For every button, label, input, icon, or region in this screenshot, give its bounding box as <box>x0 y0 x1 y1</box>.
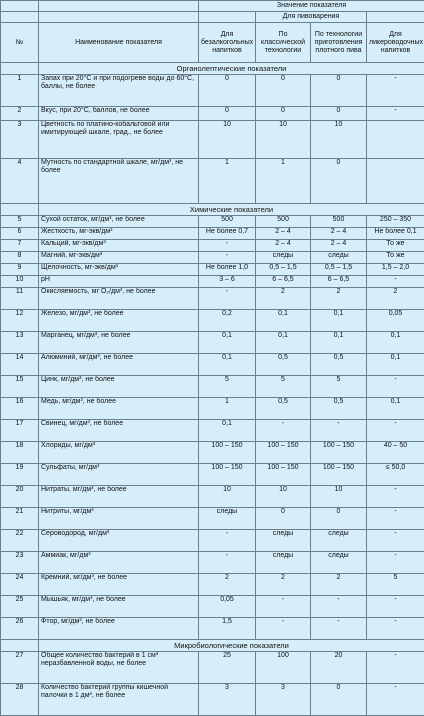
table-row <box>1 508 424 530</box>
value-classic: 0 <box>256 508 311 530</box>
value-dense: 10 <box>311 486 367 508</box>
row-name: Нитраты, мг/дм³, не более <box>39 486 199 508</box>
value-liquor: - <box>367 107 424 121</box>
row-number: 25 <box>1 596 39 618</box>
value-soft: 25 <box>199 652 256 684</box>
value-dense: следы <box>311 530 367 552</box>
value-soft: 1,5 <box>199 618 256 640</box>
value-liquor: - <box>367 652 424 684</box>
row-name: Общее количество бактерий в 1 см³ неразбавленной воды, не более <box>39 652 199 684</box>
row-name: Цветность по платино-кобальтовой или имитирующей шкале, град., не более <box>39 121 199 159</box>
value-dense: следы <box>311 252 367 264</box>
value-liquor: 40 – 50 <box>367 442 424 464</box>
row-name: Алюминий, мг/дм³, не более <box>39 354 199 376</box>
row-number: 28 <box>1 684 39 716</box>
row-number: 3 <box>1 121 39 159</box>
value-soft: 0,1 <box>199 332 256 354</box>
value-dense: 0,5 <box>311 398 367 420</box>
section-blank <box>1 204 39 216</box>
row-number: 1 <box>1 75 39 107</box>
value-dense: 0,5 – 1,5 <box>311 264 367 276</box>
value-dense: 0,5 <box>311 354 367 376</box>
value-soft: Не более 1,0 <box>199 264 256 276</box>
value-dense: 100 – 150 <box>311 442 367 464</box>
value-dense: - <box>311 420 367 442</box>
row-number: 7 <box>1 240 39 252</box>
value-dense: 100 – 150 <box>311 464 367 486</box>
table-row <box>1 107 424 121</box>
value-dense: 0 <box>311 75 367 107</box>
table-row <box>1 398 424 420</box>
row-name: Цинк, мг/дм³, не более <box>39 376 199 398</box>
value-liquor: - <box>367 486 424 508</box>
row-name: Кремний, мг/дм³, не более <box>39 574 199 596</box>
row-name: Количество бактерий группы кишечной палочки в 1 дм³, не более <box>39 684 199 716</box>
table-row <box>1 228 424 240</box>
value-soft: Не более 0,7 <box>199 228 256 240</box>
row-number: 6 <box>1 228 39 240</box>
value-classic: 0,1 <box>256 332 311 354</box>
row-number: 4 <box>1 159 39 204</box>
row-number: 13 <box>1 332 39 354</box>
value-liquor: - <box>367 420 424 442</box>
value-liquor: 0,1 <box>367 332 424 354</box>
value-classic: 2 <box>256 288 311 310</box>
row-number: 5 <box>1 216 39 228</box>
values-title: Значение показателя <box>199 1 424 12</box>
table-row <box>1 121 424 159</box>
header-blank-5 <box>199 12 256 23</box>
value-soft: 0 <box>199 75 256 107</box>
row-number: 19 <box>1 464 39 486</box>
row-name: Медь, мг/дм³, не более <box>39 398 199 420</box>
table-row <box>1 574 424 596</box>
value-soft: 3 – 6 <box>199 276 256 288</box>
table-row <box>1 264 424 276</box>
row-number: 26 <box>1 618 39 640</box>
row-name: Марганец, мг/дм³, не более <box>39 332 199 354</box>
value-dense: - <box>311 596 367 618</box>
value-dense: следы <box>311 552 367 574</box>
row-name: Окисляемость, мг О₂/дм³, не более <box>39 288 199 310</box>
value-classic: 100 – 150 <box>256 442 311 464</box>
value-classic: 0,1 <box>256 310 311 332</box>
row-name: Кальций, мг-экв/дм³ <box>39 240 199 252</box>
row-number: 24 <box>1 574 39 596</box>
table-row <box>1 288 424 310</box>
value-dense: 10 <box>311 121 367 159</box>
row-name: Запах при 20°С и при подогреве воды до 60°С, баллы, не более <box>39 75 199 107</box>
value-classic: следы <box>256 530 311 552</box>
value-classic: следы <box>256 252 311 264</box>
value-soft: 3 <box>199 684 256 716</box>
value-soft: следы <box>199 508 256 530</box>
table-row <box>1 216 424 228</box>
table-row <box>1 252 424 264</box>
table-row <box>1 159 424 204</box>
value-liquor: То же <box>367 252 424 264</box>
value-dense: 0,1 <box>311 310 367 332</box>
header-blank-2 <box>39 1 199 12</box>
value-liquor <box>367 159 424 204</box>
header-blank-1 <box>1 1 39 12</box>
value-soft: 500 <box>199 216 256 228</box>
section-title: Микробиологические показатели <box>39 640 424 652</box>
col-name-header: Наименование показателя <box>39 23 199 63</box>
col-num-header: № <box>1 23 39 63</box>
row-number: 12 <box>1 310 39 332</box>
row-number: 15 <box>1 376 39 398</box>
value-soft: - <box>199 240 256 252</box>
table-row <box>1 332 424 354</box>
row-name: Аммиак, мг/дм³ <box>39 552 199 574</box>
row-name: pH <box>39 276 199 288</box>
value-liquor: 1,5 – 2,0 <box>367 264 424 276</box>
value-liquor: То же <box>367 240 424 252</box>
value-classic: 2 – 4 <box>256 240 311 252</box>
table-row <box>1 486 424 508</box>
value-liquor: - <box>367 75 424 107</box>
value-soft: - <box>199 552 256 574</box>
value-liquor: 0,05 <box>367 310 424 332</box>
value-soft: 5 <box>199 376 256 398</box>
table-row <box>1 596 424 618</box>
value-liquor: - <box>367 376 424 398</box>
value-dense: 20 <box>311 652 367 684</box>
value-liquor: 0,1 <box>367 354 424 376</box>
value-classic: 0 <box>256 75 311 107</box>
row-number: 17 <box>1 420 39 442</box>
value-liquor: 2 <box>367 288 424 310</box>
value-liquor: Не более 0,1 <box>367 228 424 240</box>
value-classic: 0,5 <box>256 354 311 376</box>
value-soft: 10 <box>199 121 256 159</box>
row-number: 21 <box>1 508 39 530</box>
row-name: Хлориды, мг/дм³ <box>39 442 199 464</box>
row-number: 9 <box>1 264 39 276</box>
table-row <box>1 530 424 552</box>
value-dense: 5 <box>311 376 367 398</box>
row-name: Сухой остаток, мг/дм³, не более <box>39 216 199 228</box>
col-dense-header: По технологии приготовления плотного пива <box>311 23 367 63</box>
value-dense: 2 <box>311 288 367 310</box>
value-classic: - <box>256 420 311 442</box>
brewing-title: Для пивоварения <box>256 12 367 23</box>
value-classic: 0,5 – 1,5 <box>256 264 311 276</box>
table-row <box>1 442 424 464</box>
row-name: Сульфаты, мг/дм³ <box>39 464 199 486</box>
row-name: Свинец, мг/дм³, не более <box>39 420 199 442</box>
value-dense: 6 – 6,5 <box>311 276 367 288</box>
row-number: 16 <box>1 398 39 420</box>
row-number: 22 <box>1 530 39 552</box>
value-classic: - <box>256 596 311 618</box>
value-soft: 100 – 150 <box>199 464 256 486</box>
value-soft: - <box>199 530 256 552</box>
value-soft: 0,1 <box>199 354 256 376</box>
row-name: Сероводород, мг/дм³ <box>39 530 199 552</box>
col-liquor-header: Для ликероводочных напитков <box>367 23 424 63</box>
value-soft: - <box>199 252 256 264</box>
value-soft: 10 <box>199 486 256 508</box>
value-liquor: - <box>367 684 424 716</box>
row-name: Вкус, при 20°С, баллов, не более <box>39 107 199 121</box>
row-number: 8 <box>1 252 39 264</box>
value-soft: 0,05 <box>199 596 256 618</box>
value-liquor: 5 <box>367 574 424 596</box>
value-dense: 0 <box>311 508 367 530</box>
value-classic: 6 – 6,5 <box>256 276 311 288</box>
value-soft: 1 <box>199 398 256 420</box>
value-classic: 10 <box>256 486 311 508</box>
value-classic: 2 <box>256 574 311 596</box>
row-number: 18 <box>1 442 39 464</box>
header-blank-4 <box>39 12 199 23</box>
value-classic: - <box>256 618 311 640</box>
value-liquor: - <box>367 618 424 640</box>
row-name: Нитриты, мг/дм³ <box>39 508 199 530</box>
section-blank <box>1 63 39 75</box>
header-blank-6 <box>367 12 424 23</box>
value-soft: 0,2 <box>199 310 256 332</box>
section-blank <box>1 640 39 652</box>
row-number: 11 <box>1 288 39 310</box>
table-row <box>1 75 424 107</box>
value-dense: 0,1 <box>311 332 367 354</box>
table-row <box>1 354 424 376</box>
row-name: Железо, мг/дм³, не более <box>39 310 199 332</box>
value-liquor: 0,1 <box>367 398 424 420</box>
table-row <box>1 652 424 684</box>
value-dense: - <box>311 618 367 640</box>
value-classic: следы <box>256 552 311 574</box>
row-name: Мутность по стандартной шкале, мг/дм³, не более <box>39 159 199 204</box>
row-name: Магний, мг-экв/дм³ <box>39 252 199 264</box>
value-liquor: - <box>367 276 424 288</box>
table-row <box>1 552 424 574</box>
table-row <box>1 420 424 442</box>
value-soft: 2 <box>199 574 256 596</box>
section-row <box>1 640 424 652</box>
value-classic: 2 – 4 <box>256 228 311 240</box>
section-title: Органолептические показатели <box>39 63 424 75</box>
row-number: 2 <box>1 107 39 121</box>
value-liquor: - <box>367 508 424 530</box>
table-row <box>1 618 424 640</box>
value-liquor: 250 – 350 <box>367 216 424 228</box>
value-soft: 0,1 <box>199 420 256 442</box>
row-number: 20 <box>1 486 39 508</box>
value-soft: - <box>199 288 256 310</box>
value-soft: 100 – 150 <box>199 442 256 464</box>
table-row <box>1 276 424 288</box>
value-dense: 500 <box>311 216 367 228</box>
value-liquor: - <box>367 530 424 552</box>
col-classic-header: По классической технологии <box>256 23 311 63</box>
row-name: Фтор, мг/дм³, не более <box>39 618 199 640</box>
row-number: 27 <box>1 652 39 684</box>
value-classic: 1 <box>256 159 311 204</box>
value-classic: 100 – 150 <box>256 464 311 486</box>
table-row <box>1 376 424 398</box>
value-dense: 0 <box>311 684 367 716</box>
value-liquor: - <box>367 596 424 618</box>
table-row <box>1 684 424 716</box>
section-row <box>1 63 424 75</box>
value-soft: 1 <box>199 159 256 204</box>
row-name: Мышьяк, мг/дм³, не более <box>39 596 199 618</box>
value-dense: 2 – 4 <box>311 240 367 252</box>
section-title: Химические показатели <box>39 204 424 216</box>
table-row <box>1 310 424 332</box>
value-liquor: ≤ 50,0 <box>367 464 424 486</box>
value-classic: 10 <box>256 121 311 159</box>
value-classic: 0,5 <box>256 398 311 420</box>
section-row <box>1 204 424 216</box>
value-classic: 0 <box>256 107 311 121</box>
row-name: Жесткость, мг-экв/дм³ <box>39 228 199 240</box>
row-number: 10 <box>1 276 39 288</box>
row-number: 14 <box>1 354 39 376</box>
value-classic: 5 <box>256 376 311 398</box>
value-dense: 2 <box>311 574 367 596</box>
value-liquor <box>367 121 424 159</box>
row-number: 23 <box>1 552 39 574</box>
value-soft: 0 <box>199 107 256 121</box>
table-row <box>1 240 424 252</box>
value-classic: 500 <box>256 216 311 228</box>
header-blank-3 <box>1 12 39 23</box>
row-name: Щелочность, мг-экв/дм³ <box>39 264 199 276</box>
value-liquor: - <box>367 552 424 574</box>
col-soft-header: Для безалкогольных напитков <box>199 23 256 63</box>
value-classic: 100 <box>256 652 311 684</box>
value-dense: 0 <box>311 107 367 121</box>
value-dense: 0 <box>311 159 367 204</box>
value-classic: 3 <box>256 684 311 716</box>
table-row <box>1 464 424 486</box>
value-dense: 2 – 4 <box>311 228 367 240</box>
